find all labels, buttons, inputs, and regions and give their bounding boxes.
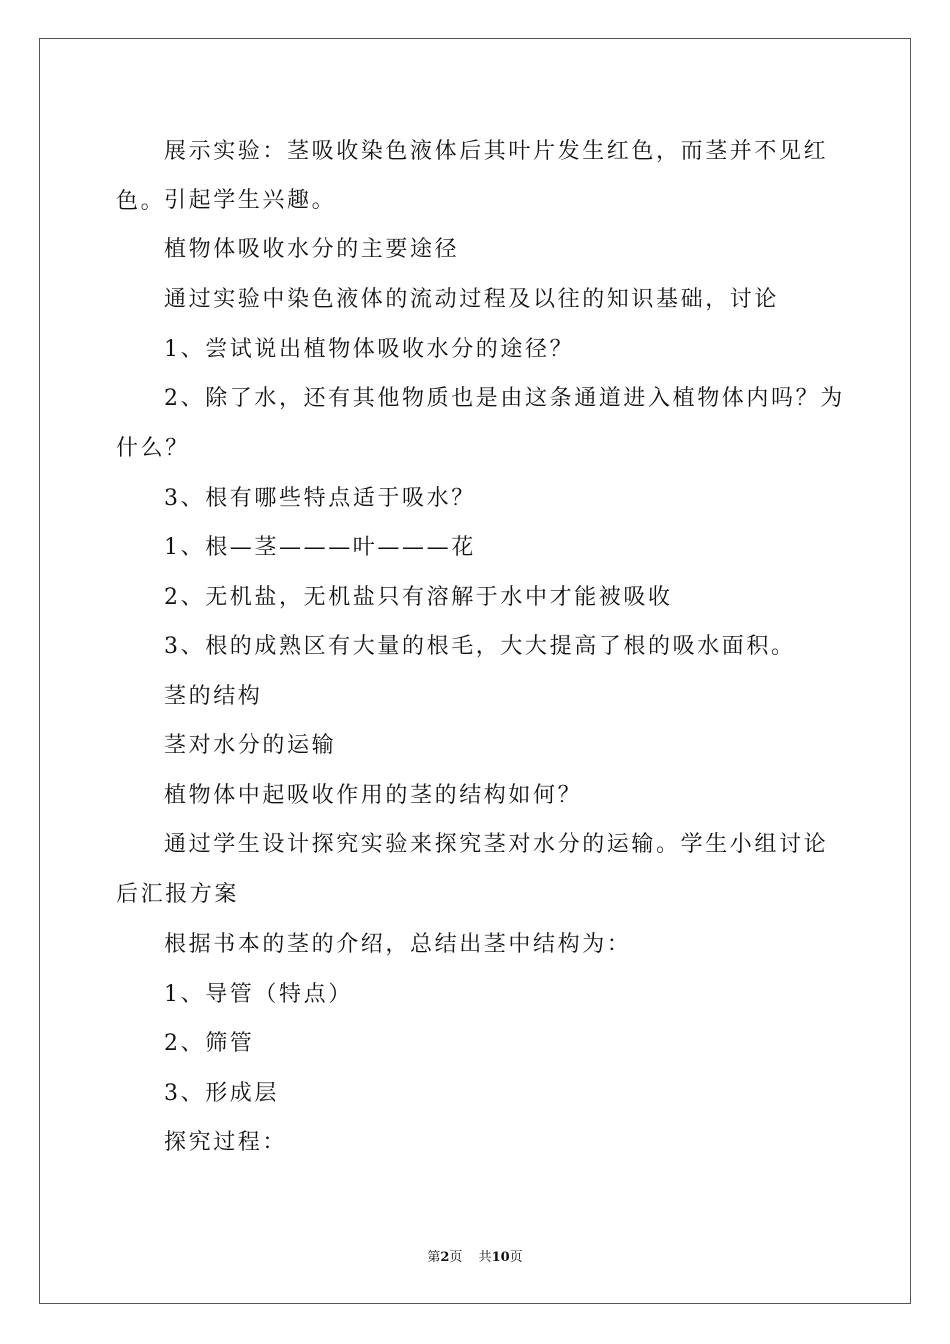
paragraph: 3、根有哪些特点适于吸水？ <box>164 486 476 511</box>
paragraph: 1、根—茎———叶———花 <box>164 535 476 560</box>
paragraph: 探究过程： <box>164 1130 288 1155</box>
paragraph: 植物体吸收水分的主要途径 <box>164 237 460 262</box>
paragraph: 3、根的成熟区有大量的根毛，大大提高了根的吸水面积。 <box>164 634 796 659</box>
paragraph: 2、除了水，还有其他物质也是由这条通道进入植物体内吗？为什么？ <box>116 386 845 461</box>
paragraph: 1、导管（特点） <box>164 982 353 1007</box>
paragraph: 根据书本的茎的介绍，总结出茎中结构为： <box>164 932 632 957</box>
paragraph: 2、无机盐，无机盐只有溶解于水中才能被吸收 <box>164 585 673 610</box>
paragraph: 1、尝试说出植物体吸收水分的途径？ <box>164 337 575 362</box>
paragraph: 引起学生兴趣。 <box>164 188 337 213</box>
paragraph: 植物体中起吸收作用的茎的结构如何？ <box>164 783 583 808</box>
page-footer <box>0 1246 950 1265</box>
paragraph: 展示实验：茎吸收染色液体后其叶片发生红色，而茎并不见红色。 <box>116 139 829 214</box>
paragraph: 通过实验中染色液体的流动过程及以往的知识基础，讨论 <box>164 287 780 312</box>
paragraph: 茎对水分的运输 <box>164 733 337 758</box>
page-indicator: 第2页 <box>427 1250 463 1265</box>
paragraph: 3、形成层 <box>164 1081 279 1106</box>
total-pages-indicator: 共10页 <box>478 1250 523 1265</box>
paragraph: 通过学生设计探究实验来探究茎对水分的运输。学生小组讨论后汇报方案 <box>116 832 829 907</box>
paragraph: 茎的结构 <box>164 684 263 709</box>
paragraph: 2、筛管 <box>164 1031 255 1056</box>
